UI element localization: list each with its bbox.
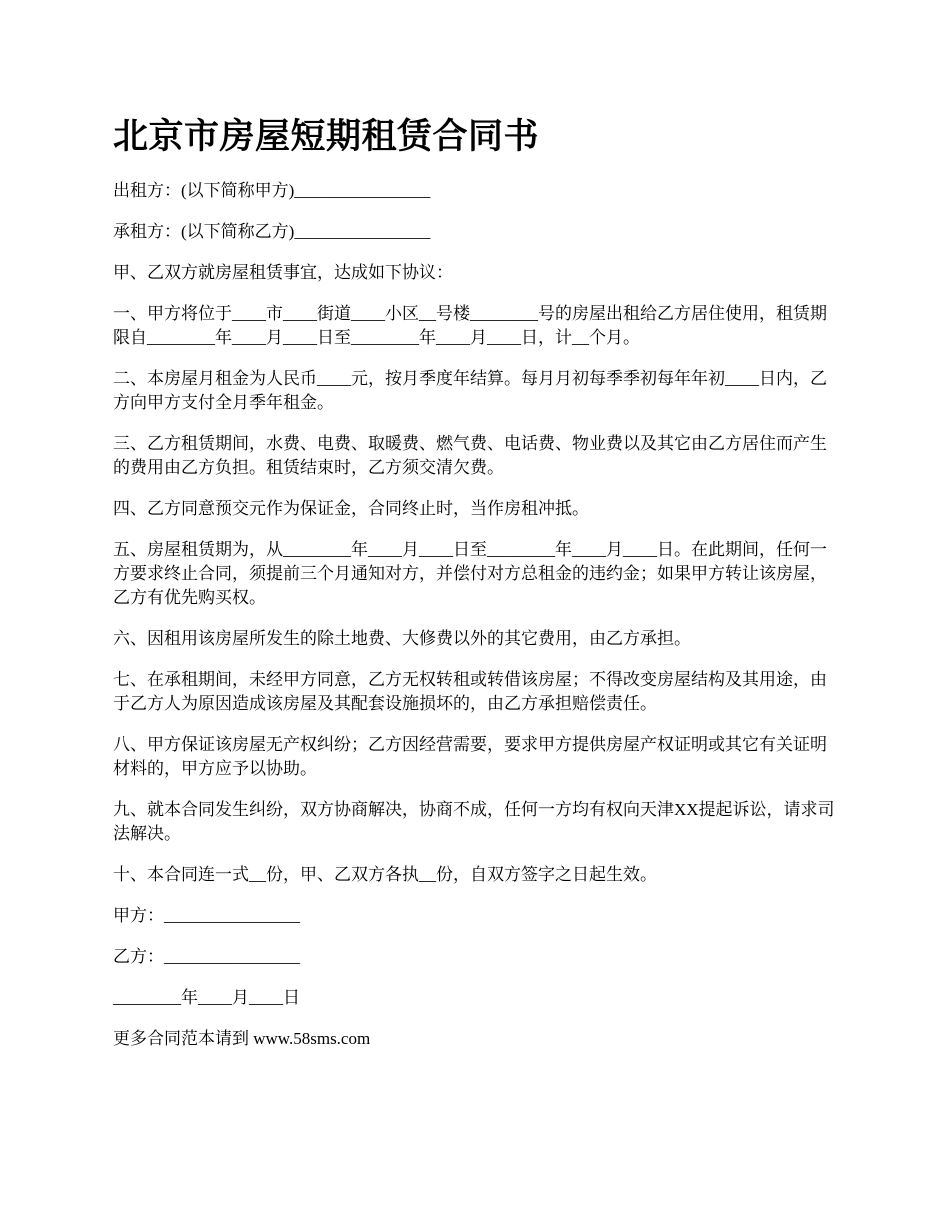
- clause-9: 九、就本合同发生纠纷，双方协商解决，协商不成，任何一方均有权向天津XX提起诉讼，请求司法解决。: [113, 800, 835, 843]
- clause-1: 一、甲方将位于____市____街道____小区__号楼________号的房屋出租给乙方居住使用，租赁期限自________年____月____日至________年____月____日，计__个月。: [113, 304, 827, 347]
- clause-10: 十、本合同连一式__份，甲、乙双方各执__份，自双方签字之日起生效。: [113, 865, 657, 884]
- clause-3: 三、乙方租赁期间，水费、电费、取暖费、燃气费、电话费、物业费以及其它由乙方居住而产生的费用由乙方负担。租赁结束时，乙方须交清欠费。: [113, 434, 827, 477]
- agreement-intro: 甲、乙双方就房屋租赁事宜，达成如下协议：: [113, 263, 453, 282]
- clause-8: 八、甲方保证该房屋无产权纠纷；乙方因经营需要，要求甲方提供房屋产权证明或其它有关证明材料的，甲方应予以协助。: [113, 735, 827, 778]
- lessor-line: 出租方：(以下简称甲方)________________: [113, 181, 431, 200]
- clause-5: 五、房屋租赁期为，从________年____月____日至________年____月____日。在此期间，任何一方要求终止合同，须提前三个月通知对方，并偿付对方总租金的违约金；如果甲方转让该房屋，乙方有优先购买权。: [113, 540, 827, 607]
- clause-4: 四、乙方同意预交元作为保证金，合同终止时，当作房租冲抵。: [113, 499, 589, 518]
- lessee-line: 承租方：(以下简称乙方)________________: [113, 222, 431, 241]
- party-a-signature: 甲方：________________: [113, 906, 300, 925]
- footer-note: 更多合同范本请到 www.58sms.com: [113, 1029, 371, 1048]
- signing-date: ________年____月____日: [113, 988, 300, 1007]
- clause-2: 二、本房屋月租金为人民币____元，按月季度年结算。每月月初每季季初每年年初____日内，乙方向甲方支付全月季年租金。: [113, 369, 827, 412]
- clause-6: 六、因租用该房屋所发生的除土地费、大修费以外的其它费用，由乙方承担。: [113, 629, 691, 648]
- contract-document: [113, 112, 843, 1068]
- document-title: 北京市房屋短期租赁合同书: [113, 117, 540, 156]
- clause-7: 七、在承租期间，未经甲方同意，乙方无权转租或转借该房屋；不得改变房屋结构及其用途，由于乙方人为原因造成该房屋及其配套设施损坏的，由乙方承担赔偿责任。: [113, 670, 827, 713]
- party-b-signature: 乙方：________________: [113, 947, 300, 966]
